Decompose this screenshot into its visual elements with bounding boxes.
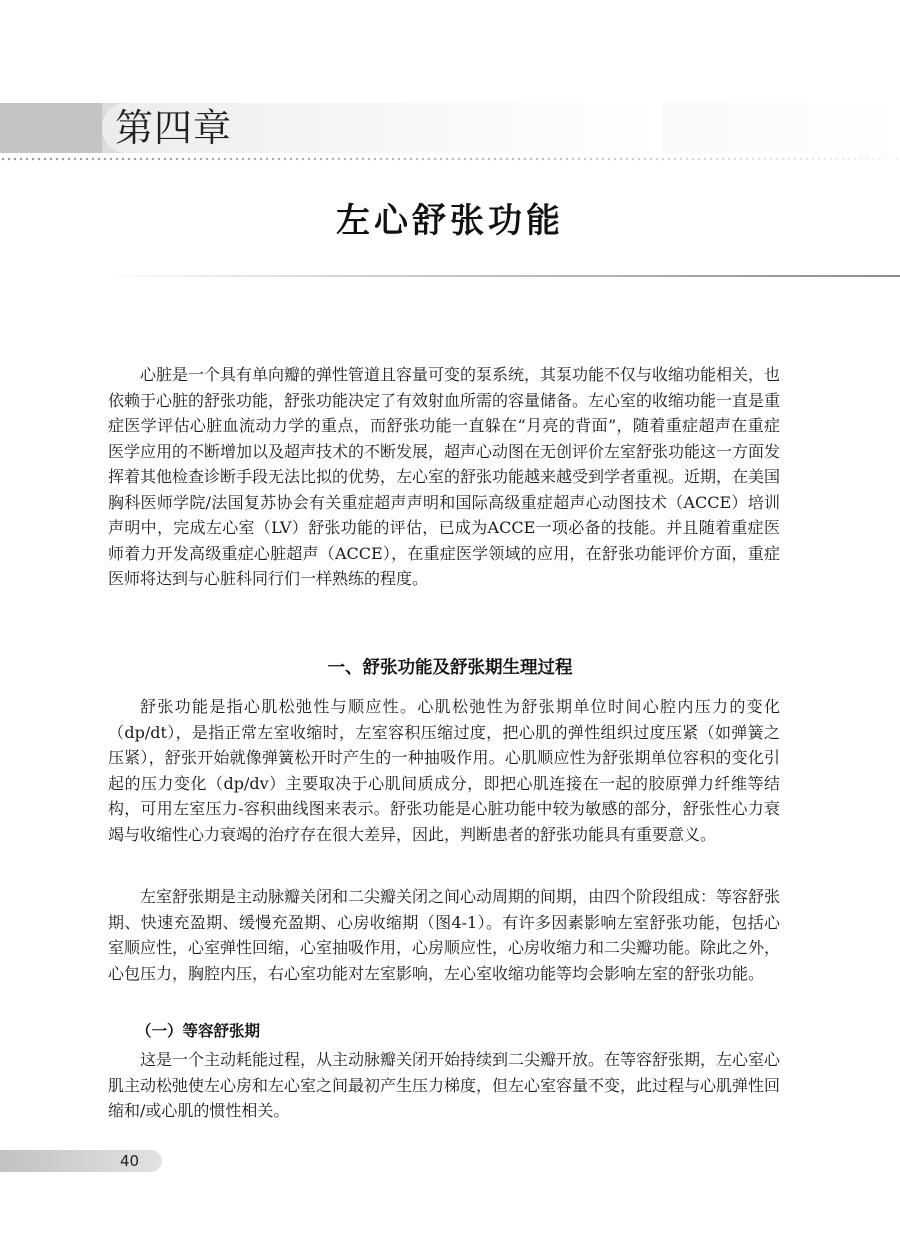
chapter-label: 第四章 <box>115 106 233 150</box>
chapter-banner-notch <box>0 103 102 153</box>
page-title: 左心舒张功能 <box>336 201 564 241</box>
section-heading: 一、舒张功能及舒张期生理过程 <box>327 658 573 678</box>
body-paragraph-3: 这是一个主动耗能过程，从主动脉瓣关闭开始持续到二尖瓣开放。在等容舒张期，左心室心肌主动松弛使左心房和左心室之间最初产生压力梯度，但左心室容量不变，此过程与心肌弹性回缩和/或心肌的惯性相关。 <box>108 1050 781 1120</box>
page-number: 40 <box>120 1152 140 1170</box>
subsection-heading: （一）等容舒张期 <box>136 1022 261 1040</box>
intro-paragraph: 心脏是一个具有单向瓣的弹性管道且容量可变的泵系统，其泵功能不仅与收缩功能相关，也依赖于心脏的舒张功能，舒张功能决定了有效射血所需的容量储备。左心室的收缩功能一直是重症医学评估心脏血流动力学的重点，而舒张功能一直躲在“月亮的背面”，随着重症超声在重症医学应用的不断增加以及超声技术的不断发展，超声心动图在无创评价左室舒张功能这一方面发挥着其他检查诊断手段无法比拟的优势，左心室的舒张功能越来越受到学者重视。近期，在美国胸科医师学院/法国复苏协会有关重症超声声明和国际高级重症超声心动图技术（ACCE）培训声明中，完成左心室（LV）舒张功能的评估，已成为ACCE一项必备的技能。并且随着重症医师着力开发高级重症心脏超声（ACCE），在重症医学领域的应用，在舒张功能评价方面，重症医师将达到与心脏科同行们一样熟练的程度。 <box>108 365 781 588</box>
body-paragraph-2: 左室舒张期是主动脉瓣关闭和二尖瓣关闭之间心动周期的间期，由四个阶段组成：等容舒张期、快速充盈期、缓慢充盈期、心房收缩期（图4-1）。有许多因素影响左室舒张功能，包括心室顺应性，心室弹性回缩，心室抽吸作用，心房顺应性，心房收缩力和二尖瓣功能。除此之外，心包压力，胸腔内压，右心室功能对左室影响，左心室收缩功能等均会影响左室的舒张功能。 <box>108 887 781 983</box>
chapter-dotted-rule <box>0 156 900 162</box>
title-divider <box>100 275 900 277</box>
body-paragraph-1: 舒张功能是指心肌松弛性与顺应性。心肌松弛性为舒张期单位时间心腔内压力的变化（dp/dt），是指正常左室收缩时，左室容积压缩过度，把心肌的弹性组织过度压紧（如弹簧之压紧），舒张开始就像弹簧松开时产生的一种抽吸作用。心肌顺应性为舒张期单位容积的变化引起的压力变化（dp/dv）主要取决于心肌间质成分，即把心肌连接在一起的胶原弹力纤维等结构，可用左室压力-容积曲线图来表示。舒张功能是心脏功能中较为敏感的部分，舒张性心力衰竭与收缩性心力衰竭的治疗存在很大差异，因此，判断患者的舒张功能具有重要意义。 <box>108 697 780 844</box>
